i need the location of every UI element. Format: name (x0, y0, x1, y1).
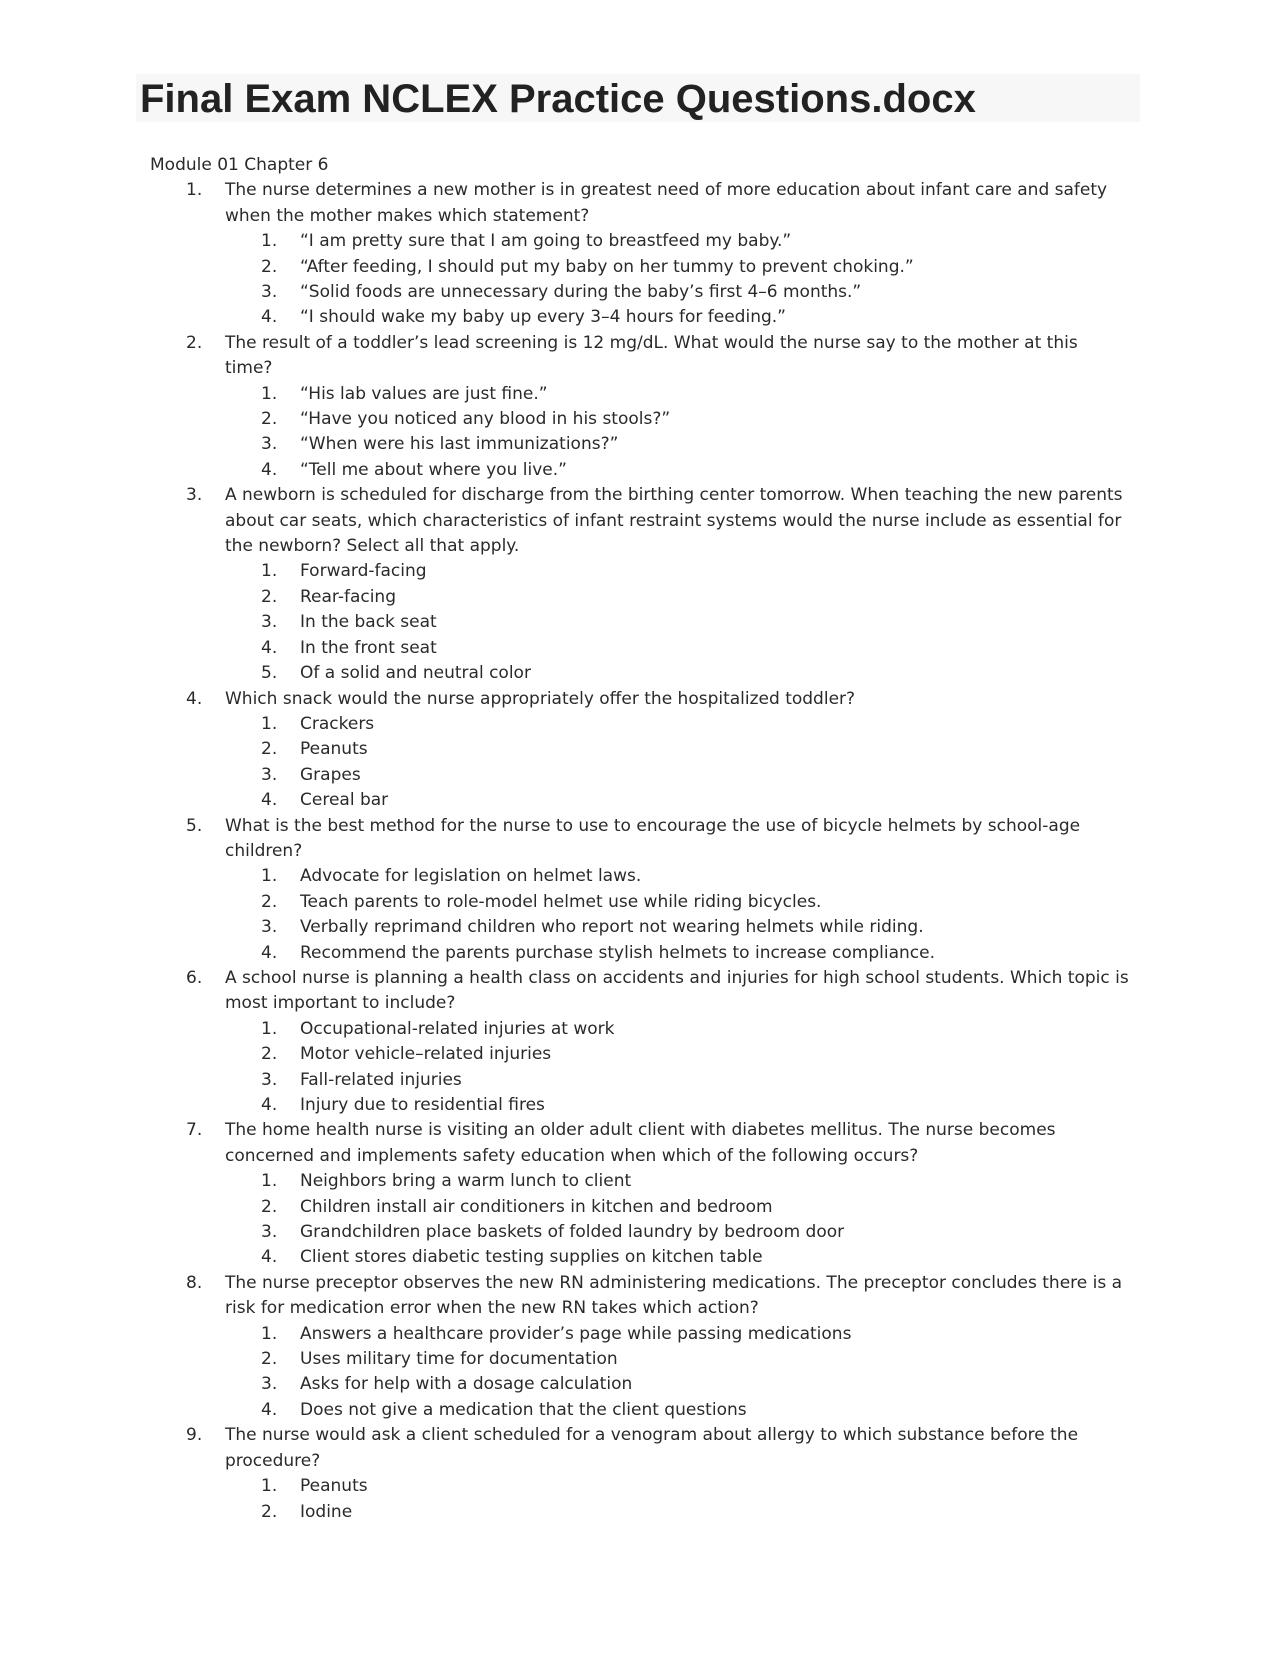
option-number: 1. (261, 866, 278, 887)
option-number: 3. (261, 434, 278, 455)
option-text: Client stores diabetic testing supplies on kitchen table (300, 1247, 763, 1268)
option-text: Occupational-related injuries at work (300, 1018, 615, 1039)
answer-option (225, 407, 1130, 432)
option-text: Iodine (300, 1501, 353, 1522)
option-text: Recommend the parents purchase stylish helmets to increase compliance. (300, 942, 935, 963)
option-number: 3. (261, 612, 278, 633)
answer-option (225, 915, 1130, 940)
answer-option (225, 255, 1130, 280)
question-text: A school nurse is planning a health class on accidents and injuries for high school students. Which topic is most important to include? (225, 967, 1129, 1014)
option-text: Advocate for legislation on helmet laws. (300, 866, 642, 887)
option-text: Cereal bar (300, 790, 389, 811)
document-title: Final Exam NCLEX Practice Questions.docx (140, 77, 976, 121)
document-body (150, 153, 1130, 1525)
option-number: 4. (261, 1095, 278, 1116)
option-text: “When were his last immunizations?” (300, 434, 619, 455)
option-number: 3. (261, 917, 278, 938)
question-number: 6. (186, 967, 203, 988)
option-number: 5. (261, 663, 278, 684)
answer-options (225, 1169, 1130, 1271)
question-item (150, 966, 1130, 1118)
option-number: 3. (261, 282, 278, 303)
option-text: Injury due to residential fires (300, 1095, 545, 1116)
option-text: In the back seat (300, 612, 437, 633)
answer-options (225, 864, 1130, 966)
option-text: “Tell me about where you live.” (300, 459, 567, 480)
option-number: 1. (261, 231, 278, 252)
answer-options (225, 382, 1130, 484)
answer-option (225, 610, 1130, 635)
question-text: What is the best method for the nurse to use to encourage the use of bicycle helmets by school-age children? (225, 815, 1081, 861)
option-number: 1. (261, 1476, 278, 1497)
question-number: 9. (186, 1425, 203, 1446)
question-item (150, 1118, 1130, 1270)
option-number: 2. (261, 409, 278, 430)
option-number: 2. (261, 739, 278, 760)
option-number: 4. (261, 459, 278, 480)
answer-option (225, 305, 1130, 330)
answer-option (225, 1322, 1130, 1347)
question-item (150, 687, 1130, 814)
question-text: The nurse preceptor observes the new RN administering medications. The preceptor concludes there is a risk for medication error when the new RN takes which action? (225, 1272, 1123, 1319)
answer-option (225, 763, 1130, 788)
option-text: “I should wake my baby up every 3–4 hours for feeding.” (300, 307, 786, 328)
answer-option (225, 1474, 1130, 1499)
option-number: 2. (261, 586, 278, 607)
option-text: Fall-related injuries (300, 1069, 462, 1090)
question-text: A newborn is scheduled for discharge from the birthing center tomorrow. When teaching the new parents about car seats, which characteristics of infant restraint systems would the nurse include as essential for the newborn? Select all that apply. (225, 485, 1123, 557)
option-number: 4. (261, 1399, 278, 1420)
option-number: 2. (261, 1196, 278, 1217)
answer-option (225, 559, 1130, 584)
answer-option (225, 280, 1130, 305)
answer-option (225, 1245, 1130, 1270)
answer-option (225, 1372, 1130, 1397)
option-text: “Solid foods are unnecessary during the baby’s first 4–6 months.” (300, 282, 862, 303)
question-number: 4. (186, 688, 203, 709)
answer-option (225, 1500, 1130, 1525)
answer-option (225, 788, 1130, 813)
question-item (150, 331, 1130, 483)
answer-option (225, 1347, 1130, 1372)
answer-options (225, 229, 1130, 331)
option-number: 1. (261, 1018, 278, 1039)
question-item (150, 483, 1130, 686)
question-text: The home health nurse is visiting an older adult client with diabetes mellitus. The nurse becomes concerned and implements safety education when which of the following occurs? (225, 1120, 1056, 1166)
option-number: 1. (261, 1323, 278, 1344)
option-text: Uses military time for documentation (300, 1349, 618, 1370)
question-number: 7. (186, 1120, 203, 1141)
question-list (150, 178, 1130, 1525)
option-number: 2. (261, 1349, 278, 1370)
option-number: 2. (261, 1501, 278, 1522)
option-text: Verbally reprimand children who report not wearing helmets while riding. (300, 917, 924, 938)
option-number: 4. (261, 790, 278, 811)
option-text: Crackers (300, 713, 375, 734)
question-number: 3. (186, 485, 203, 506)
answer-option (225, 1093, 1130, 1118)
answer-option (225, 458, 1130, 483)
option-text: “His lab values are just fine.” (300, 383, 548, 404)
question-number: 2. (186, 332, 203, 353)
answer-option (225, 585, 1130, 610)
option-text: Of a solid and neutral color (300, 663, 531, 684)
answer-option (225, 1169, 1130, 1194)
answer-option (225, 1068, 1130, 1093)
option-text: Motor vehicle–related injuries (300, 1044, 552, 1065)
question-text: The result of a toddler’s lead screening is 12 mg/dL. What would the nurse say to the mother at this time? (225, 332, 1078, 379)
option-number: 2. (261, 256, 278, 277)
question-item (150, 178, 1130, 330)
option-text: Forward-facing (300, 561, 427, 582)
option-text: Rear-facing (300, 586, 396, 607)
option-text: “I am pretty sure that I am going to breastfeed my baby.” (300, 231, 792, 252)
option-text: Grapes (300, 764, 361, 785)
option-text: Grandchildren place baskets of folded laundry by bedroom door (300, 1222, 845, 1243)
option-number: 3. (261, 1069, 278, 1090)
question-text: The nurse would ask a client scheduled for a venogram about allergy to which substance before the procedure? (225, 1425, 1079, 1471)
option-text: “Have you noticed any blood in his stools?” (300, 409, 671, 430)
option-text: Peanuts (300, 1476, 368, 1497)
answer-option (225, 890, 1130, 915)
option-text: In the front seat (300, 637, 437, 658)
option-text: Children install air conditioners in kitchen and bedroom (300, 1196, 773, 1217)
answer-option (225, 864, 1130, 889)
option-number: 4. (261, 1247, 278, 1268)
question-text: Which snack would the nurse appropriately offer the hospitalized toddler? (225, 688, 856, 709)
answer-options (225, 559, 1130, 686)
answer-option (225, 1195, 1130, 1220)
option-number: 1. (261, 713, 278, 734)
option-text: Does not give a medication that the client questions (300, 1399, 747, 1420)
answer-option (225, 432, 1130, 457)
option-number: 2. (261, 891, 278, 912)
answer-option (225, 1017, 1130, 1042)
option-number: 3. (261, 764, 278, 785)
option-number: 3. (261, 1222, 278, 1243)
question-item (150, 1423, 1130, 1525)
answer-options (225, 1322, 1130, 1424)
option-text: “After feeding, I should put my baby on her tummy to prevent choking.” (300, 256, 914, 277)
option-number: 4. (261, 942, 278, 963)
module-heading: Module 01 Chapter 6 (150, 155, 329, 175)
option-text: Peanuts (300, 739, 368, 760)
question-text: The nurse determines a new mother is in greatest need of more education about infant care and safety when the mother makes which statement? (225, 180, 1108, 226)
option-number: 3. (261, 1374, 278, 1395)
answer-option (225, 1398, 1130, 1423)
question-number: 1. (186, 180, 203, 201)
answer-option (225, 712, 1130, 737)
option-number: 4. (261, 307, 278, 328)
answer-option (225, 1042, 1130, 1067)
answer-option (225, 661, 1130, 686)
answer-option (225, 1220, 1130, 1245)
option-number: 1. (261, 561, 278, 582)
answer-options (225, 1474, 1130, 1525)
option-text: Answers a healthcare provider’s page while passing medications (300, 1323, 852, 1344)
question-item (150, 814, 1130, 966)
question-number: 8. (186, 1272, 203, 1293)
answer-option (225, 382, 1130, 407)
answer-option (225, 636, 1130, 661)
option-text: Neighbors bring a warm lunch to client (300, 1171, 632, 1192)
answer-options (225, 1017, 1130, 1119)
option-number: 1. (261, 1171, 278, 1192)
answer-option (225, 229, 1130, 254)
option-number: 1. (261, 383, 278, 404)
answer-option (225, 941, 1130, 966)
question-number: 5. (186, 815, 203, 836)
option-number: 2. (261, 1044, 278, 1065)
question-item (150, 1271, 1130, 1423)
option-text: Asks for help with a dosage calculation (300, 1374, 633, 1395)
option-number: 4. (261, 637, 278, 658)
answer-options (225, 712, 1130, 814)
answer-option (225, 737, 1130, 762)
option-text: Teach parents to role-model helmet use while riding bicycles. (300, 891, 822, 912)
